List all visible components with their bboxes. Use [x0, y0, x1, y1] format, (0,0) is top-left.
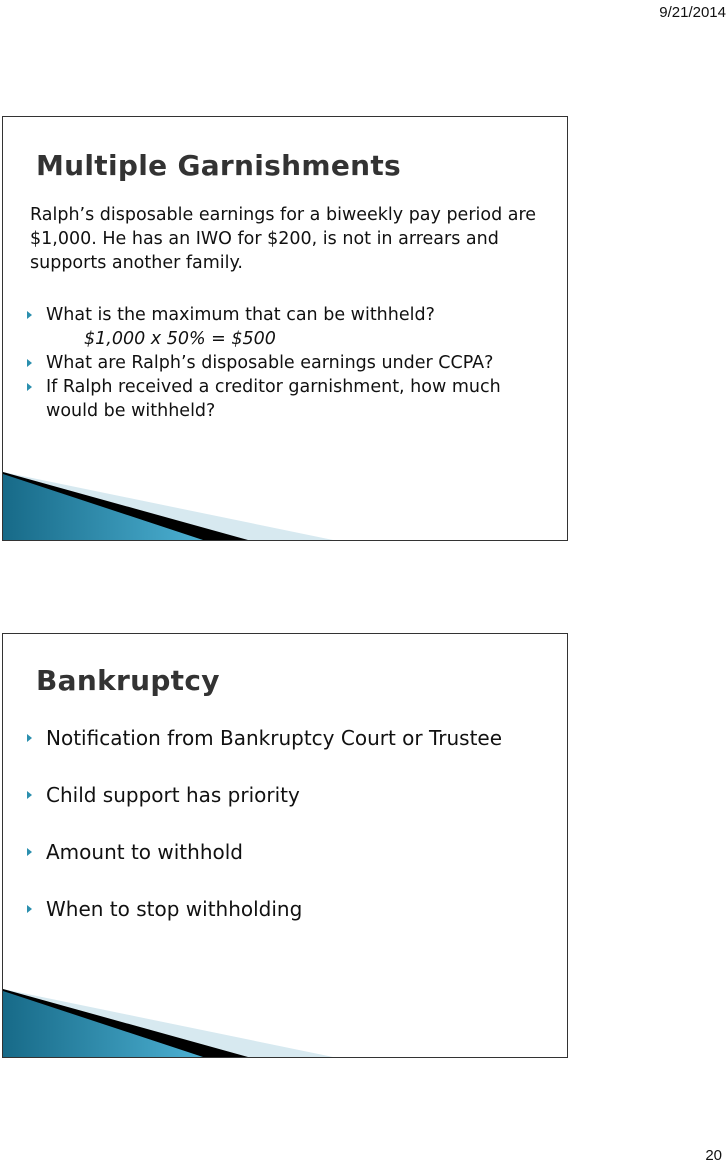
- bullet-text: When to stop withholding: [46, 897, 303, 921]
- bullet-text: What is the maximum that can be withheld?: [46, 305, 435, 325]
- bullet-arrow-icon: [27, 734, 32, 742]
- bullet-text: Child support has priority: [46, 783, 300, 807]
- bullet-item: [27, 838, 502, 866]
- bullet-arrow-icon: [27, 848, 32, 856]
- bullet-item: [27, 724, 502, 752]
- bullet-text: Amount to withhold: [46, 840, 243, 864]
- slide-intro-text: Ralph’s disposable earnings for a biweekly pay period are $1,000. He has an IWO for $200, is not in arrears and supports another family.: [30, 205, 537, 273]
- slide-title: Multiple Garnishments: [36, 149, 402, 182]
- slide-multiple-garnishments: [2, 116, 568, 541]
- swoosh-decoration-icon: [3, 987, 567, 1057]
- bullet-arrow-icon: [27, 383, 32, 391]
- page-number: 20: [705, 1147, 722, 1164]
- bullet-item: [27, 303, 557, 351]
- bullet-item: [27, 375, 557, 423]
- bullet-item: [27, 895, 502, 923]
- bullet-item: [27, 351, 557, 375]
- bullet-text: If Ralph received a creditor garnishment, how much would be withheld?: [46, 377, 501, 421]
- bullet-arrow-icon: [27, 791, 32, 799]
- bullet-arrow-icon: [27, 905, 32, 913]
- print-date: 9/21/2014: [659, 4, 726, 21]
- bullet-item: [27, 781, 502, 809]
- bullet-arrow-icon: [27, 359, 32, 367]
- bullet-list: [27, 303, 557, 423]
- bullet-text: Notification from Bankruptcy Court or Trustee: [46, 726, 503, 750]
- bullet-text: What are Ralph’s disposable earnings under CCPA?: [46, 353, 494, 373]
- slide-title: Bankruptcy: [36, 664, 220, 697]
- bullet-list: [27, 724, 502, 952]
- slide-bankruptcy: [2, 633, 568, 1058]
- swoosh-decoration-icon: [3, 470, 567, 540]
- bullet-arrow-icon: [27, 311, 32, 319]
- bullet-answer: $1,000 x 50% = $500: [84, 329, 276, 349]
